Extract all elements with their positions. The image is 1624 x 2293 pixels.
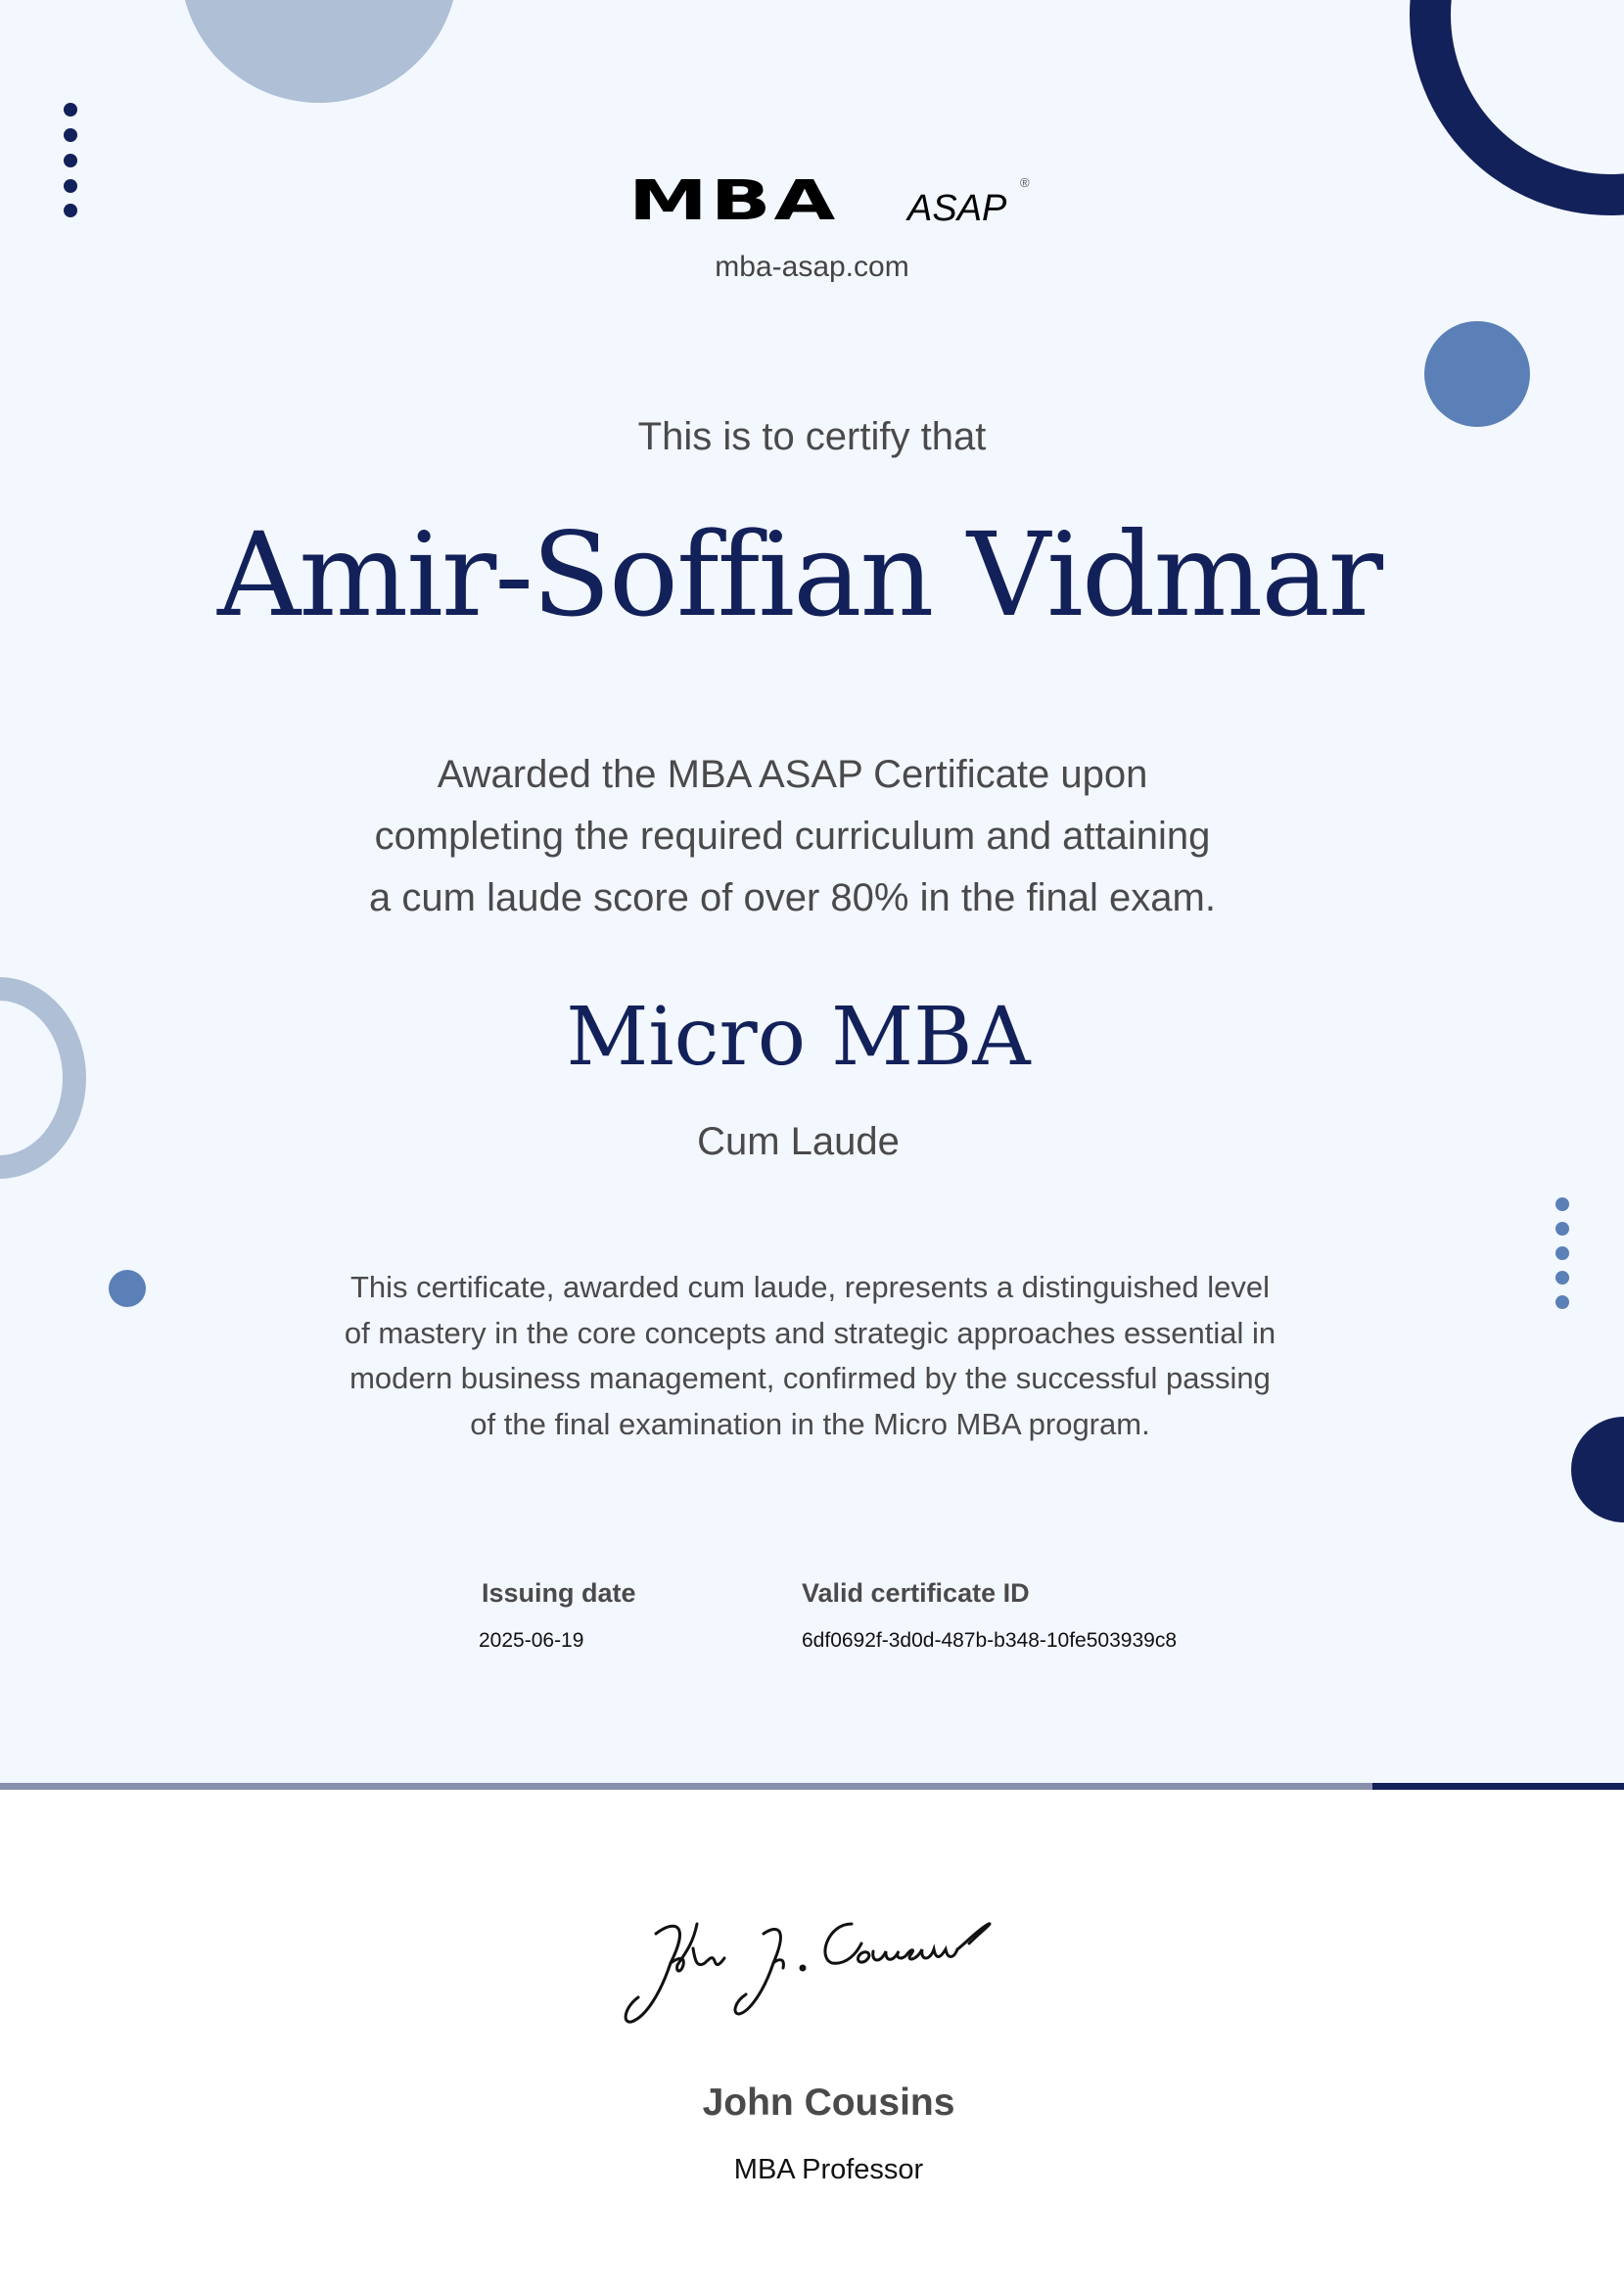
issuing-date-value: 2025-06-19 (479, 1629, 584, 1652)
issuing-date-label: Issuing date (482, 1578, 636, 1608)
description-line: This certificate, awarded cum laude, represents a distinguished level (349, 1270, 1271, 1304)
award-line: Awarded the MBA ASAP Certificate upon (437, 753, 1148, 796)
description-line: of the final examination in the Micro MBA program. (470, 1406, 1150, 1441)
decorative-circle (180, 0, 458, 103)
brand-logo (628, 169, 1040, 233)
registered-mark: ® (1020, 175, 1030, 190)
honor: Cum Laude (697, 1120, 900, 1163)
divider (0, 1783, 1372, 1790)
description-line: modern business management, confirmed by the successful passing (349, 1361, 1271, 1395)
decorative-circle (1424, 321, 1530, 427)
signatory-title: MBA Professor (733, 2154, 924, 2185)
award-line: completing the required curriculum and attaining (374, 815, 1211, 858)
award-line: a cum laude score of over 80% in the final exam. (369, 876, 1216, 919)
signature (617, 1904, 1047, 2032)
intro-text: This is to certify that (637, 415, 987, 458)
certificate-id-label: Valid certificate ID (802, 1578, 1030, 1608)
divider-accent (1372, 1783, 1624, 1790)
description-line: of mastery in the core concepts and strategic approaches essential in (344, 1315, 1276, 1350)
certificate-id-value: 6df0692f-3d0d-487b-b348-10fe503939c8 (802, 1629, 1177, 1652)
logo-main: MBA (628, 169, 839, 233)
decorative-ring (1410, 0, 1624, 215)
program-title: Micro MBA (566, 991, 1031, 1084)
description (0, 1265, 1622, 1447)
recipient-name: Amir-Soffian Vidmar (216, 507, 1381, 642)
logo-sub: ASAP (907, 188, 1007, 229)
signatory-name: John Cousins (702, 2082, 955, 2124)
award-statement (0, 744, 1604, 929)
website: mba-asap.com (715, 251, 909, 283)
